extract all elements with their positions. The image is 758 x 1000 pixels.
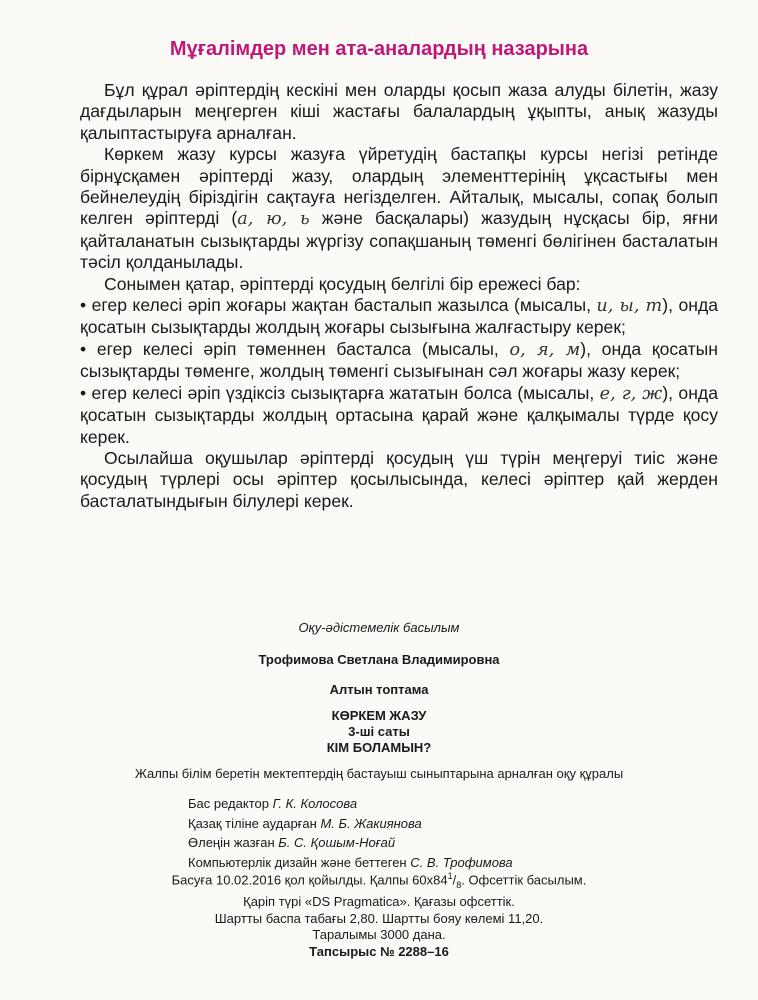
bullet-2 (80, 339, 718, 383)
book-title: КӨРКЕМ ЖАЗУ (331, 708, 427, 723)
credit-editor (188, 796, 513, 816)
bullet-3 (80, 383, 718, 448)
credit-translator (188, 816, 513, 836)
order-number: Тапсырыс № 2288–16 (309, 944, 449, 960)
credit-name: М. Б. Жакиянова (320, 815, 422, 831)
print-line-1 (0, 868, 758, 894)
example-letters-continuous: е, г, ж (599, 383, 663, 404)
bullet-3-end: ), онда қосатын сызықтарды жолдың ортасына қарай және қалқымалы түрде қосу керек. (80, 382, 718, 447)
print-line-2: Қаріп түрі «DS Pragmatica». Қағазы офсеттік. (243, 893, 515, 909)
book-part: 3-ші саты (348, 724, 410, 739)
credit-role: Компьютерлік дизайн және беттеген (188, 854, 411, 870)
format-fraction-numerator: 1 (447, 871, 453, 881)
edition-type: Оқу-әдістемелік басылым (298, 620, 460, 635)
bullet-2-end: ), онда қосатын сызықтарды төменге, жолдың төменгі сызығынан сәл жоғары жазу керек; (80, 338, 718, 382)
credit-role: Өлеңін жазған (188, 835, 279, 850)
credits-list (188, 796, 513, 874)
bullet-1-start: • егер келесі әріп жоғары жақтан басталып жазылса (мысалы, (80, 295, 597, 316)
series-name: Алтын топтама (329, 682, 429, 697)
credit-name: Г. К. Колосова (272, 796, 358, 811)
credit-poet (188, 835, 513, 855)
print-line-1-start: Басуға 10.02.2016 қол қойылды. Қалпы 60x84 (171, 872, 448, 888)
paragraph-2-end: және басқалары) жазудың нұсқасы бір, яғни қайталанатын сызықтарды жүргізу сопақшаның төменгі бөлігінен басталатын тәсіл қолданылады. (80, 208, 718, 273)
fraction-slash: / (452, 872, 457, 888)
author-name: Трофимова Светлана Владимировна (258, 652, 500, 667)
example-letters-bottom: о, я, м (509, 339, 581, 360)
bullet-3-start: • егер келесі әріп үздіксіз сызықтарға жататын болса (мысалы, (80, 382, 600, 403)
example-letters-top: и, ы, т (596, 296, 663, 317)
paragraph-2-start: Көркем жазу курсы жазуға үйретудің бастапқы курсы негізі ретінде бірнұсқамен әріптерді жазу, олардың элементтерінің ұқсастығы мен бейнелеудің біріздігін сақтауға негізделген. Айталық, мысалы, сопақ болып келген әріптерді ( (80, 144, 718, 229)
audience-line: Жалпы білім беретін мектептердің бастауыш сыныптарына арналған оқу құралы (134, 766, 624, 781)
paragraph-2 (80, 144, 718, 273)
credit-role: Қазақ тіліне аударған (188, 815, 321, 831)
paragraph-3: Сонымен қатар, әріптерді қосудың белгілі бір ережесі бар: (104, 273, 581, 294)
bullet-1 (80, 295, 718, 339)
paragraph-1: Бұл құрал әріптердің кескіні мен оларды қосып жаза алуды білетін, жазу дағдыларын меңгерген кіші жастағы балалардың ұқыпты, анық жазуды қалыптастыруға арналған. (80, 80, 718, 143)
print-line-1-end: . Офсеттік басылым. (461, 872, 587, 888)
format-fraction-denominator: 8 (456, 879, 462, 890)
example-letters-oval: а, ю, ь (237, 209, 310, 230)
book-subtitle: КІМ БОЛАМЫН? (326, 740, 432, 755)
paragraph-4: Осылайша оқушылар әріптерді қосудың үш түрін меңгеруі тиіс және қосудың түрлері осы әріптер қосылысында, келесі әріптер қай жерден басталатындығын білулері керек. (80, 447, 718, 511)
print-details (0, 868, 758, 961)
body-text (80, 80, 718, 512)
page-title: Мұғалімдер мен ата-аналардың назарына (169, 38, 589, 60)
credit-role: Бас редактор (188, 796, 273, 811)
bullet-1-end: ), онда қосатын сызықтарды жолдың жоғары сызығына жалғастыру керек; (80, 295, 718, 338)
print-line-4: Таралымы 3000 дана. (312, 927, 446, 943)
print-line-3: Шартты баспа табағы 2,80. Шартты бояу көлемі 11,20. (214, 910, 544, 926)
credit-name: С. В. Трофимова (410, 854, 513, 870)
credit-name: Б. С. Қошым-Ноғай (278, 835, 396, 850)
bullet-2-start: • егер келесі әріп төменнен басталса (мысалы, (80, 338, 510, 359)
